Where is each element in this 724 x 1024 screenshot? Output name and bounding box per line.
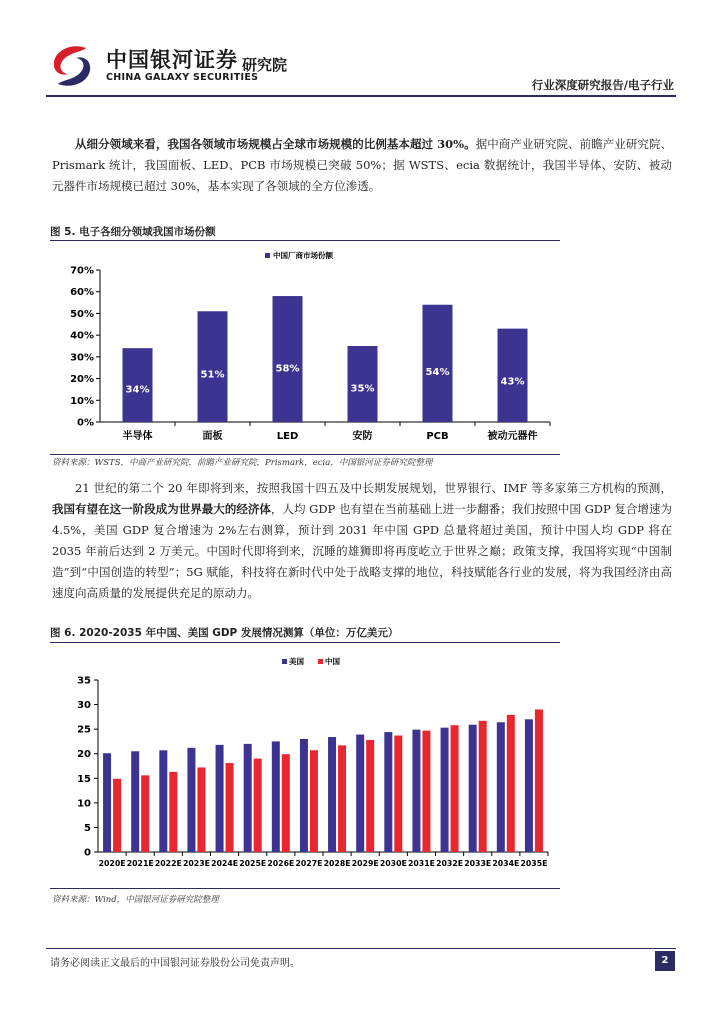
bar-us <box>497 722 505 852</box>
figure-6-top-rule <box>50 642 560 643</box>
bar-data-label: 51% <box>200 369 225 381</box>
x-tick-label: 2028E <box>323 859 351 868</box>
paragraph-part-2: ，人均 GDP 也有望在当前基础上进一步翻番；我们按照中国 GDP 复合增速为 4.5%，美国 GDP 复合增速为 2%左右测算，预计到 2031 年中国 GPD 总量将超过美国，预计中国人均 GDP 将在 2035 年前后达到 2 万美元。中国时代即将到来，沉睡的雄狮即将再度屹立于世界之巅；政策支撑，我国将实现“中国制造”到“中国创造的转型”；5G 赋能，科技将在新时代中处于战略支撑的地位，科技赋能各行业的发展，将为我国经济由高速度向高质量的发展提供充足的原动力。 <box>52 502 672 600</box>
footer-disclaimer: 请务必阅读正文最后的中国银河证券股份公司免责声明。 <box>50 958 300 969</box>
legend-label: 美国 <box>289 657 304 666</box>
legend-label: 中国 <box>325 657 340 666</box>
figure-5-source: 资料来源：WSTS，中商产业研究院，前瞻产业研究院，Prismark，ecia，中国银河证券研究院整理 <box>52 458 433 468</box>
x-tick-label: 2024E <box>211 859 239 868</box>
x-tick-label: 半导体 <box>122 431 153 442</box>
bar-data-label: 35% <box>350 383 375 395</box>
y-tick-label: 60% <box>70 287 94 299</box>
paragraph-body: 据中商产业研究院、前瞻产业研究院、Prismark 统计，我国面板、LED、PCB 市场规模已突破 50%；据 WSTS、ecia 数据统计，我国半导体、安防、被动元器件市场规模已超过 30%，基本实现了各领域的全方位渗透。 <box>52 137 673 193</box>
bar-china <box>422 731 430 852</box>
y-tick-label: 15 <box>77 773 91 785</box>
legend-swatch <box>318 659 323 664</box>
legend-swatch <box>282 659 287 664</box>
x-tick-label: 2034E <box>492 859 520 868</box>
bar-us <box>412 730 420 852</box>
y-tick-label: 20% <box>70 374 94 386</box>
bar <box>273 296 303 422</box>
galaxy-logo-icon <box>46 40 98 92</box>
bar-us <box>356 735 364 852</box>
bar-china <box>535 709 543 852</box>
bar <box>498 329 528 422</box>
bar-us <box>244 744 252 852</box>
x-tick-label: 2030E <box>379 859 407 868</box>
paragraph-market-share <box>52 134 672 197</box>
figure-5-top-rule <box>50 240 560 241</box>
footer-divider <box>46 948 676 949</box>
y-tick-label: 25 <box>77 724 91 736</box>
x-tick-label: 2027E <box>295 859 323 868</box>
bar-china <box>169 772 177 852</box>
figure-6-source: 资料来源：Wind，中国银河证券研究院整理 <box>52 895 219 905</box>
y-tick-label: 5 <box>84 822 91 834</box>
bar-us <box>216 745 224 852</box>
bar-us <box>328 737 336 852</box>
bar-china <box>113 779 121 852</box>
bar-china <box>507 715 515 852</box>
bar-china <box>451 725 459 852</box>
y-tick-label: 30 <box>77 700 91 712</box>
page-header <box>0 0 724 100</box>
bar-us <box>103 753 111 852</box>
y-tick-label: 70% <box>70 265 94 277</box>
y-tick-label: 35 <box>77 675 91 687</box>
x-tick-label: 2031E <box>407 859 435 868</box>
x-tick-label: 2020E <box>98 859 126 868</box>
bar-data-label: 58% <box>275 363 300 375</box>
x-tick-label: 2022E <box>154 859 182 868</box>
header-divider <box>46 95 676 97</box>
bar-us <box>469 725 477 852</box>
bar <box>198 311 228 422</box>
legend-swatch <box>265 253 270 258</box>
x-tick-label: 被动元器件 <box>487 431 538 442</box>
x-tick-label: 2023E <box>182 859 210 868</box>
figure-5-bottom-rule <box>50 454 560 455</box>
x-tick-label: 安防 <box>352 431 373 442</box>
bar-us <box>159 750 167 852</box>
x-tick-label: PCB <box>426 431 449 442</box>
gdp-bar-chart <box>50 646 560 886</box>
bar <box>423 305 453 422</box>
legend-label: 中国厂商市场份额 <box>273 251 333 260</box>
bar-us <box>300 739 308 852</box>
bar-china <box>226 763 234 852</box>
y-tick-label: 50% <box>70 308 94 320</box>
y-tick-label: 0% <box>77 417 94 429</box>
bar-data-label: 43% <box>500 376 525 388</box>
bar-china <box>366 740 374 852</box>
bar-china <box>338 745 346 852</box>
x-tick-label: 2032E <box>436 859 464 868</box>
paragraph-bold-lead: 从细分领域来看，我国各领域市场规模占全球市场规模的比例基本超过 30%。 <box>75 137 476 151</box>
x-tick-label: 2021E <box>126 859 154 868</box>
paragraph-gdp-outlook <box>52 478 672 604</box>
brand-name-en: CHINA GALAXY SECURITIES <box>106 72 259 83</box>
x-tick-label: 2035E <box>520 859 548 868</box>
y-tick-label: 0 <box>84 847 91 859</box>
y-tick-label: 40% <box>70 330 94 342</box>
y-tick-label: 10 <box>77 798 91 810</box>
x-tick-label: 2033E <box>464 859 492 868</box>
paragraph-bold-claim: 我国有望在这一阶段成为世界最大的经济体 <box>52 502 271 516</box>
bar-china <box>282 754 290 852</box>
bar-china <box>197 767 205 852</box>
bar-us <box>131 751 139 852</box>
y-tick-label: 20 <box>77 749 91 761</box>
institute-label: 研究院 <box>242 56 288 74</box>
bar-us <box>525 719 533 852</box>
x-tick-label: 2026E <box>267 859 295 868</box>
figure-6-title: 图 6. 2020-2035 年中国、美国 GDP 发展情况测算（单位：万亿美元） <box>50 627 399 639</box>
figure-6-bottom-rule <box>50 888 560 889</box>
bar-us <box>441 728 449 852</box>
bar-us <box>384 732 392 852</box>
bar-data-label: 54% <box>425 367 450 379</box>
bar-data-label: 34% <box>125 384 150 396</box>
y-tick-label: 30% <box>70 352 94 364</box>
bar-china <box>479 721 487 852</box>
y-tick-label: 10% <box>70 395 94 407</box>
x-tick-label: 面板 <box>202 431 223 442</box>
paragraph-part-1: 21 世纪的第二个 20 年即将到来，按照我国十四五及中长期发展规划，世界银行、IMF 等多家第三方机构的预测， <box>75 481 672 495</box>
bar-us <box>187 748 195 852</box>
figure-5-title: 图 5. 电子各细分领域我国市场份额 <box>50 226 216 238</box>
page-number: 2 <box>655 951 675 971</box>
report-type: 行业深度研究报告/电子行业 <box>531 78 674 92</box>
bar-china <box>310 750 318 852</box>
brand-name-cn: 中国银河证券 <box>106 48 238 72</box>
x-tick-label: 2025E <box>239 859 267 868</box>
market-share-bar-chart <box>50 242 560 452</box>
x-tick-label: 2029E <box>351 859 379 868</box>
x-tick-label: LED <box>276 431 299 442</box>
bar-china <box>141 775 149 852</box>
brand-logo <box>46 40 306 92</box>
bar-china <box>394 736 402 852</box>
bar-us <box>272 741 280 852</box>
bar-china <box>254 759 262 852</box>
